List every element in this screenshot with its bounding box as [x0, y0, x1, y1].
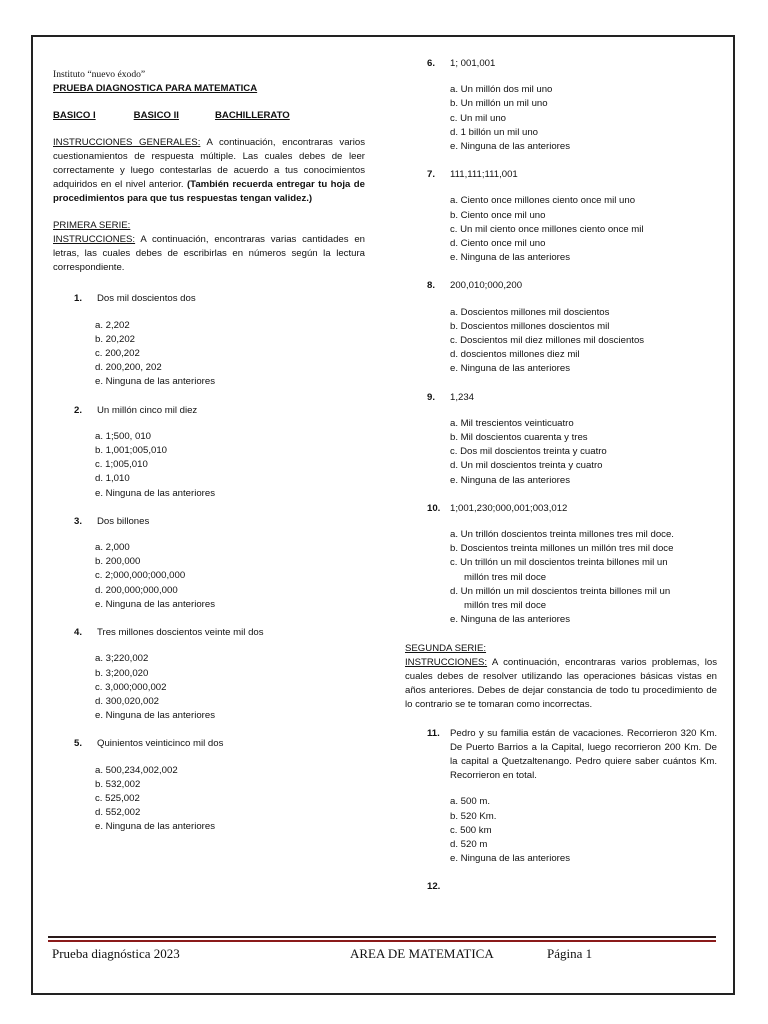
option: e. Ninguna de las anteriores: [95, 598, 215, 610]
option: b. Un millón un mil uno: [450, 98, 548, 110]
option: a. 500,234,002,002: [95, 764, 178, 776]
question-2: 2. Un millón cinco mil diez a. 1;500, 010 b. 1,001;005,010 c. 1;005,010 d. 1,010 e. Ninguna de las anteriores: [53, 404, 365, 501]
option: e. Ninguna de las anteriores: [95, 376, 215, 388]
question-4: 4. Tres millones doscientos veinte mil dos a. 3;220,002 b. 3;200,020 c. 3,000;000,002 d. 300,020,002 e. Ninguna de las anteriores: [53, 626, 365, 723]
option: e. Ninguna de las anteriores: [450, 363, 570, 375]
option: d. Un mil doscientos treinta y cuatro: [450, 460, 603, 472]
option: b. 3;200,020: [95, 667, 149, 679]
question-10: 10. 1;001,230;000,001;003,012 a. Un trillón doscientos treinta millones tres mil doce. b. Doscientos treinta millones un millón tres mil doce c. Un trillón un mil doscientos treinta billones mil un millón tres mil doce d. Un millón un mil doscientos treinta billones mil un millón tres mil doce e. Ninguna de las anteriores: [405, 502, 717, 628]
question-3: 3. Dos billones a. 2,000 b. 200,000 c. 2;000,000;000,000 d. 200,000;000,000 e. Ninguna de las anteriores: [53, 515, 365, 612]
option: c. 500 km: [450, 824, 492, 836]
option: a. 1;500, 010: [95, 430, 152, 442]
first-series-instructions: INSTRUCCIONES: A continuación, encontraras varias cantidades en letras, las cuales debes de escribirlas en números según la lectura correspondiente.: [53, 233, 365, 274]
option: e. Ninguna de las anteriores: [450, 853, 570, 865]
level-basico-2: BASICO II: [133, 110, 179, 122]
option: d. Un millón un mil doscientos treinta billones mil un millón tres mil doce: [450, 585, 671, 612]
option: b. 532,002: [95, 778, 141, 790]
footer-exam-label: Prueba diagnóstica 2023: [52, 946, 180, 961]
option: d. 200,000;000,000: [95, 584, 178, 596]
option: a. 2,202: [95, 319, 130, 331]
option: a. Un trillón doscientos treinta millones tres mil doce.: [450, 529, 674, 541]
footer-rule: [48, 936, 716, 938]
second-series-instructions: INSTRUCCIONES: A continuación, encontraras varios problemas, los cuales debes de resolver utilizando las operaciones básicas vistas en años anteriores. Debes de dejar constancia de todo tu procedimiento de lo contrario se te tomaran como incorrectas.: [405, 656, 717, 711]
option: d. 300,020,002: [95, 695, 160, 707]
question-12: 12.: [427, 881, 441, 893]
option: b. 1,001;005,010: [95, 445, 168, 457]
option: c. 3,000;000,002: [95, 681, 167, 693]
option: e. Ninguna de las anteriores: [450, 474, 570, 486]
option: b. Doscientos treinta millones un millón tres mil doce: [450, 543, 674, 555]
option: d. 1 billón un mil uno: [450, 126, 538, 138]
option: d. 552,002: [95, 807, 141, 819]
option: c. 1;005,010: [95, 459, 148, 471]
question-5: 5. Quinientos veinticinco mil dos a. 500,234,002,002 b. 532,002 c. 525,002 d. 552,002 e. Ninguna de las anteriores: [53, 737, 365, 834]
second-series-title: SEGUNDA SERIE:: [405, 642, 487, 654]
option: c. 2;000,000;000,000: [95, 570, 186, 582]
option: d. Ciento once mil uno: [450, 238, 546, 250]
institution-name: Instituto “nuevo éxodo”: [53, 69, 146, 80]
option: a. 500 m.: [450, 796, 490, 808]
first-series-title: PRIMERA SERIE:: [53, 219, 131, 231]
footer-rule-accent: [48, 940, 716, 942]
option: a. Ciento once millones ciento once mil uno: [450, 195, 636, 207]
level-basico-1: BASICO I: [53, 110, 96, 122]
option: a. 3;220,002: [95, 653, 149, 665]
option: a. Doscientos millones mil doscientos: [450, 306, 610, 318]
option: c. Doscientos mil diez millones mil doscientos: [450, 335, 645, 347]
option: a. Mil trescientos veinticuatro: [450, 417, 574, 429]
option: b. 200,000: [95, 556, 141, 568]
option: b. 520 Km.: [450, 810, 497, 822]
right-column: [405, 57, 717, 895]
option: e. Ninguna de las anteriores: [95, 487, 215, 499]
option: b. Doscientos millones doscientos mil: [450, 320, 610, 332]
option: c. 525,002: [95, 792, 140, 804]
exam-title: PRUEBA DIAGNOSTICA PARA MATEMATICA: [53, 83, 258, 95]
option: c. 200,202: [95, 348, 140, 360]
footer-area-label: AREA DE MATEMATICA: [350, 946, 494, 961]
option: d. 520 m: [450, 838, 488, 850]
question-6: 6. 1; 001,001 a. Un millón dos mil uno b. Un millón un mil uno c. Un mil uno d. 1 billón un mil uno e. Ninguna de las anteriores: [405, 57, 717, 154]
option: e. Ninguna de las anteriores: [450, 141, 570, 153]
option: e. Ninguna de las anteriores: [450, 614, 570, 626]
question-11: 11. Pedro y su familia están de vacaciones. Recorrieron 320 Km. De Puerto Barrios a la Capital, luego recorrieron 200 Km. De la capital a Quetzaltenango. Pedro quiere saber cuántos Km. Recorrieron en total. a. 500 m. b. 520 Km. c. 500 km d. 520 m e. Ninguna de las anteriores: [405, 727, 717, 867]
option: c. Dos mil doscientos treinta y cuatro: [450, 446, 607, 458]
option: b. Mil doscientos cuarenta y tres: [450, 432, 588, 444]
level-list: [53, 109, 365, 123]
option: e. Ninguna de las anteriores: [95, 710, 215, 722]
option: d. 1,010: [95, 473, 130, 485]
question-7: 7. 111,111;111,001 a. Ciento once millones ciento once mil uno b. Ciento once mil uno c. Un mil ciento once millones ciento once mil d. Ciento once mil uno e. Ninguna de las anteriores: [405, 168, 717, 265]
option: d. 200,200, 202: [95, 362, 162, 374]
option: c. Un mil ciento once millones ciento once mil: [450, 223, 644, 235]
option: e. Ninguna de las anteriores: [450, 252, 570, 264]
option: c. Un mil uno: [450, 112, 506, 124]
option: c. Un trillón un mil doscientos treinta billones mil un millón tres mil doce: [450, 557, 668, 583]
question-9: 9. 1,234 a. Mil trescientos veinticuatro b. Mil doscientos cuarenta y tres c. Dos mil doscientos treinta y cuatro d. Un mil doscientos treinta y cuatro e. Ninguna de las anteriores: [405, 391, 717, 488]
option: e. Ninguna de las anteriores: [95, 821, 215, 833]
option: b. Ciento once mil uno: [450, 209, 546, 221]
option: b. 20,202: [95, 333, 136, 345]
level-bachillerato: BACHILLERATO: [214, 110, 290, 122]
option: a. Un millón dos mil uno: [450, 84, 553, 96]
general-instructions: INSTRUCCIONES GENERALES: A continuación, encontraras varios cuestionamientos de respuesta múltiple. Las cuales debes de leer correctamente y luego contestarlas de acuerdo a tus conocimientos adquiridos en el nivel anterior. (También recuerda entregar tu hoja de procedimientos para que tus respuestas tengan validez.): [53, 136, 366, 205]
question-8: 8. 200,010;000,200 a. Doscientos millones mil doscientos b. Doscientos millones doscientos mil c. Doscientos mil diez millones mil doscientos d. doscientos millones diez mil e. Ninguna de las anteriores: [405, 279, 717, 376]
question-1: 1. Dos mil doscientos dos a. 2,202 b. 20,202 c. 200,202 d. 200,200, 202 e. Ninguna de las anteriores: [53, 292, 365, 389]
option: d. doscientos millones diez mil: [450, 349, 580, 361]
option: a. 2,000: [95, 542, 130, 554]
left-column: [53, 68, 365, 835]
footer-page-number: Página 1: [547, 946, 593, 961]
